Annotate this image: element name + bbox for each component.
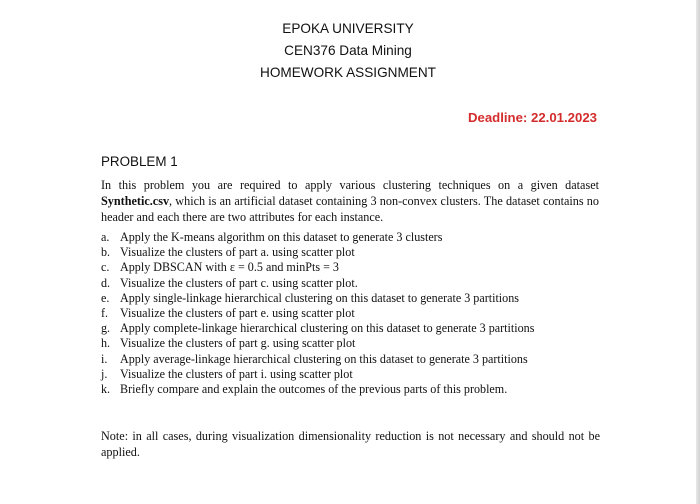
list-item-text: Apply DBSCAN with ε = 0.5 and minPts = 3: [120, 260, 339, 275]
list-item: [101, 321, 601, 336]
assignment-title: HOMEWORK ASSIGNMENT: [260, 65, 436, 80]
course-title: CEN376 Data Mining: [284, 43, 412, 58]
list-item: [101, 306, 601, 321]
list-item: [101, 260, 601, 275]
page-edge-divider: [696, 0, 700, 504]
list-item: [101, 230, 601, 245]
list-item-text: Visualize the clusters of part g. using scatter plot: [120, 336, 356, 351]
intro-text-start: In this problem you are required to apply various clustering techniques on a given dataset: [101, 178, 599, 192]
list-item-text: Visualize the clusters of part i. using scatter plot: [120, 366, 353, 381]
note-text: Note: in all cases, during visualization dimensionality reduction is not necessary and should not be applied.: [101, 429, 600, 459]
list-item-letter: h.: [101, 336, 111, 351]
list-item-letter: a.: [101, 230, 110, 244]
list-item: [101, 336, 601, 351]
list-item-letter: d.: [101, 275, 111, 290]
problem-intro: [101, 177, 599, 225]
list-item: [101, 245, 601, 260]
deadline-text: Deadline: 22.01.2023: [467, 110, 597, 125]
list-item-letter: c.: [101, 260, 110, 275]
list-item-letter: e.: [101, 290, 110, 305]
list-item-text: Briefly compare and explain the outcomes of the previous parts of this problem.: [120, 382, 508, 397]
list-item-letter: g.: [101, 321, 111, 336]
list-item-text: Visualize the clusters of part e. using scatter plot: [120, 306, 355, 321]
list-item-letter: f.: [101, 306, 109, 321]
list-item: [101, 352, 601, 367]
list-item-letter: k.: [101, 382, 111, 397]
list-item-text: Visualize the clusters of part c. using scatter plot.: [120, 275, 358, 290]
list-item: [101, 291, 601, 306]
dataset-filename: Synthetic.csv: [101, 194, 170, 208]
intro-text-end: , which is an artificial dataset containing 3 non-convex clusters. The dataset contains no header and each there are two attributes for each instance.: [101, 194, 599, 224]
list-item-text: Apply single-linkage hierarchical clustering on this dataset to generate 3 partitions: [120, 290, 519, 305]
list-item: [101, 367, 601, 382]
problem-title: PROBLEM 1: [101, 154, 178, 169]
university-name: EPOKA UNIVERSITY: [282, 21, 414, 36]
list-item-letter: j.: [101, 366, 108, 381]
list-item-text: Apply average-linkage hierarchical clustering on this dataset to generate 3 partitions: [120, 351, 528, 366]
list-item: [101, 382, 601, 397]
task-list: [101, 230, 601, 397]
list-item-text: Visualize the clusters of part a. using scatter plot: [120, 245, 355, 260]
list-item-text: Apply the K-means algorithm on this dataset to generate 3 clusters: [120, 230, 443, 244]
list-item-letter: b.: [101, 245, 111, 260]
list-item: [101, 276, 601, 291]
list-item-letter: i.: [101, 351, 108, 366]
list-item-text: Apply complete-linkage hierarchical clustering on this dataset to generate 3 partitions: [120, 321, 535, 336]
